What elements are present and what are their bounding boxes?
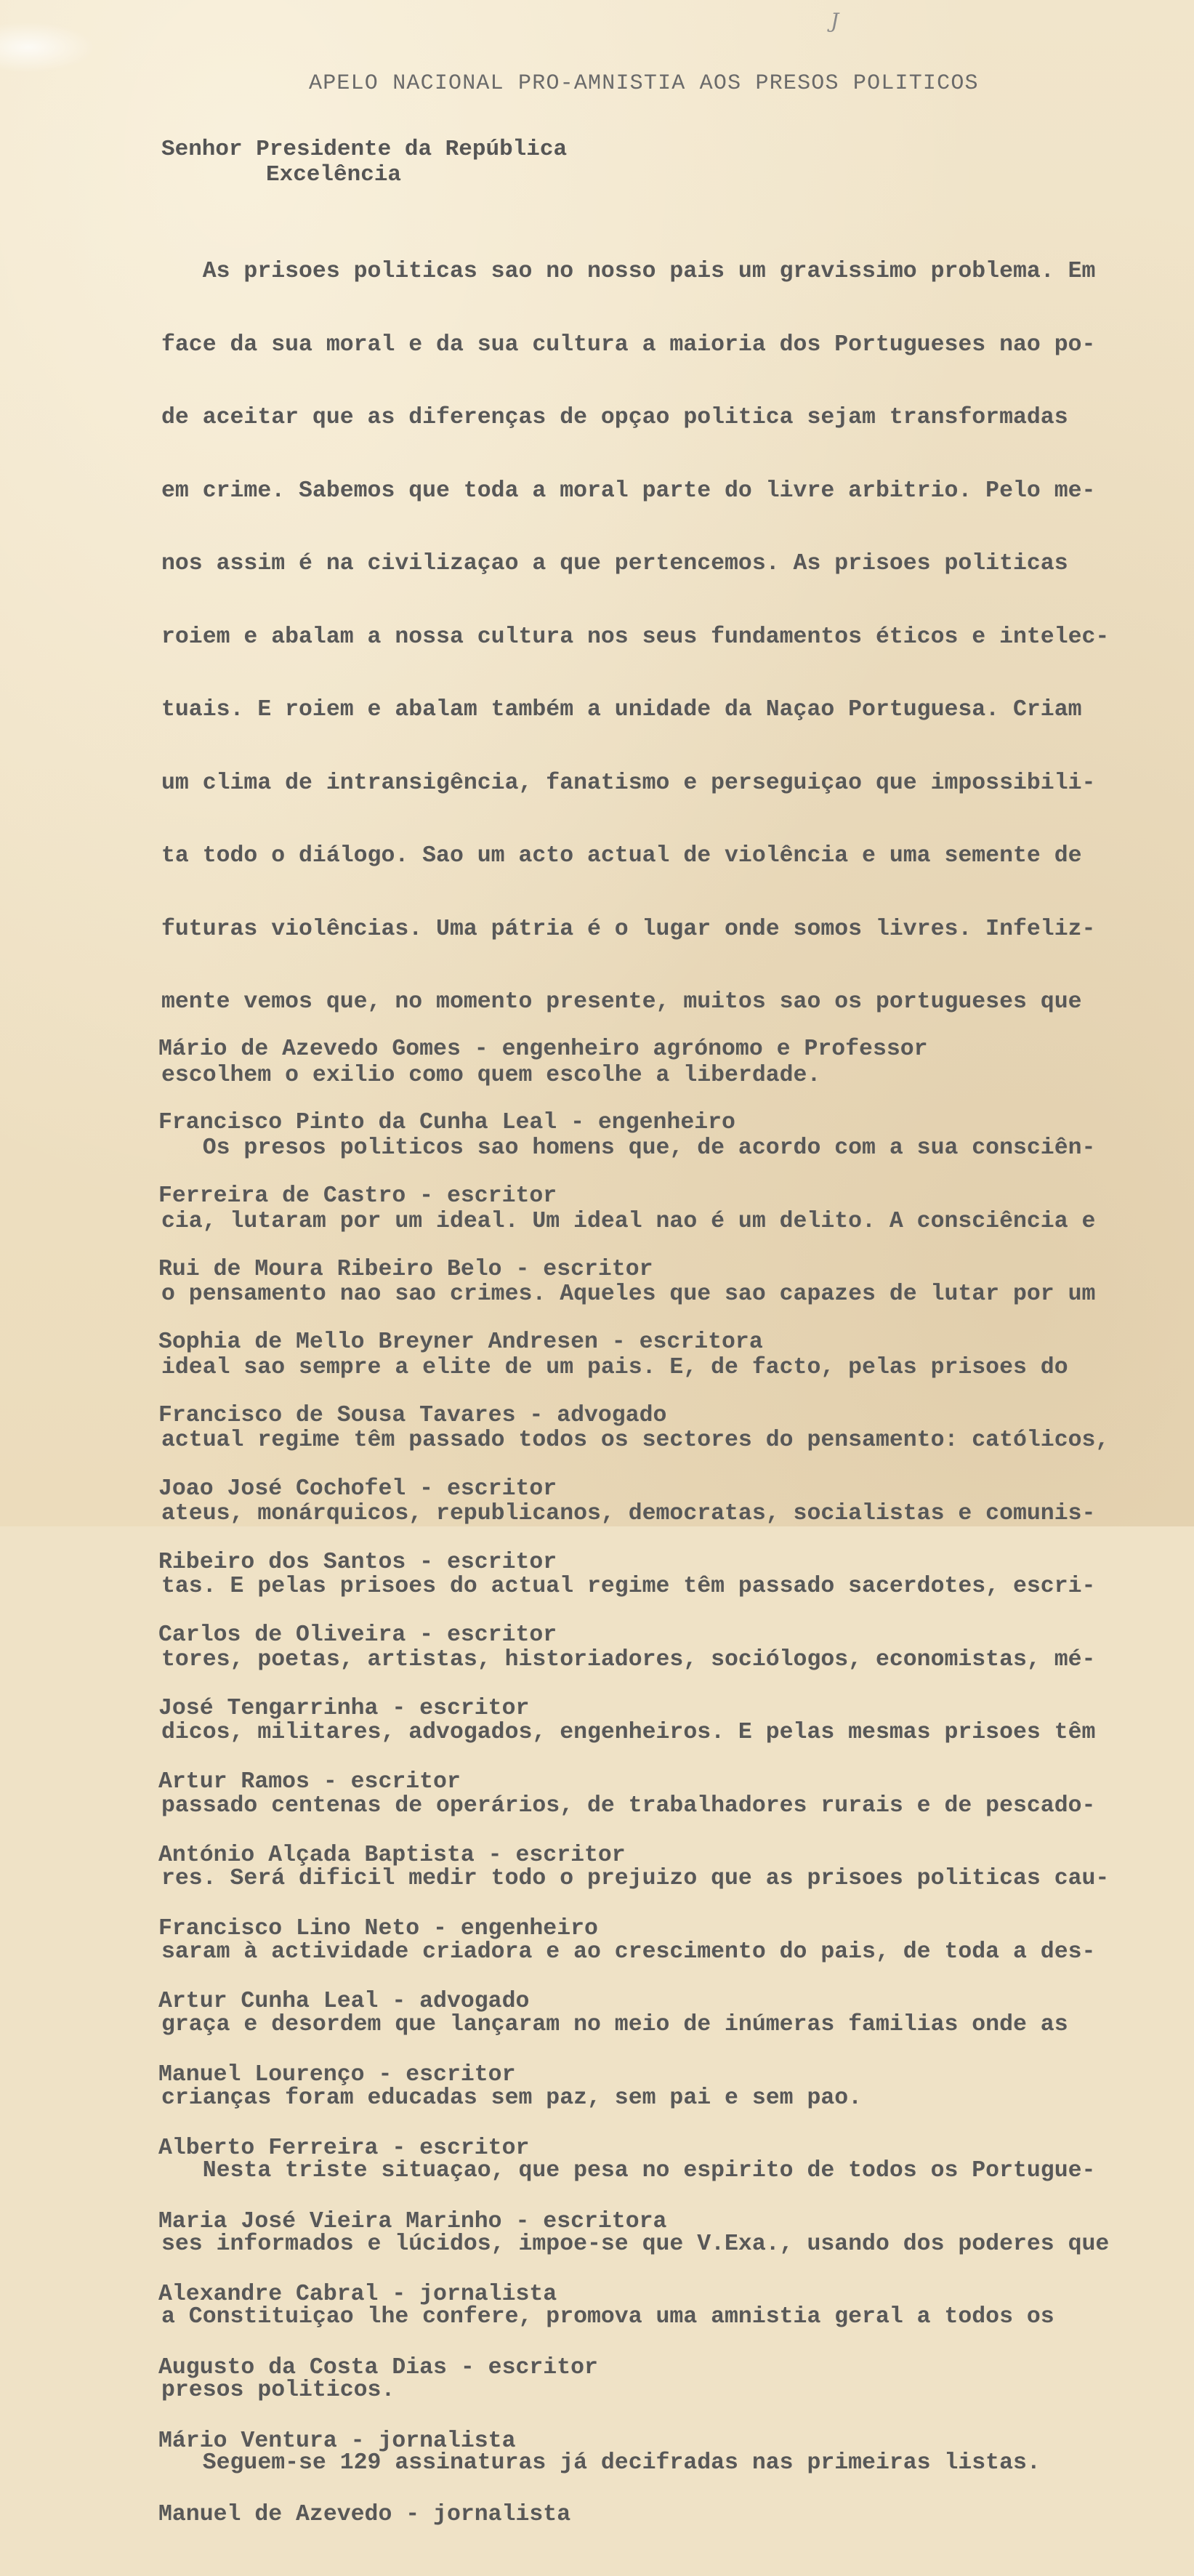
signatory-entry: Francisco de Sousa Tavares - advogado [158, 1403, 667, 1429]
body-line: nos assim é na civilizaçao a que pertencemos. As prisoes politicas [161, 551, 1068, 576]
body-line: roiem e abalam a nossa cultura nos seus fundamentos éticos e intelec- [161, 624, 1110, 650]
body-line: ateus, monárquicos, republicanos, democratas, socialistas e comunis- [161, 1500, 1096, 1526]
signatory-entry: Francisco Lino Neto - engenheiro [158, 1915, 598, 1941]
body-line: em crime. Sabemos que toda a moral parte do livre arbitrio. Pelo me- [161, 478, 1096, 504]
salutation-line-1: Senhor Presidente da República [161, 137, 568, 162]
body-line: passado centenas de operários, de trabalhadores rurais e de pescado- [161, 1792, 1096, 1819]
signatory-entry: Ferreira de Castro - escritor [158, 1183, 557, 1209]
document-title: APELO NACIONAL PRO-AMNISTIA AOS PRESOS POLITICOS [309, 71, 979, 96]
signatory-entry: Francisco Pinto da Cunha Leal - engenheiro [158, 1109, 735, 1135]
body-line: ta todo o diálogo. Sao um acto actual de violência e uma semente de [161, 843, 1082, 869]
body-line: ideal sao sempre a elite de um pais. E, de facto, pelas prisoes do [161, 1354, 1068, 1380]
body-line: crianças foram educadas sem paz, sem pai e sem pao. [161, 2085, 863, 2111]
signatory-entry: Mário Ventura - jornalista [158, 2428, 516, 2455]
signatory-entry: Mário de Azevedo Gomes - engenheiro agrónomo e Professor [158, 1037, 928, 1063]
body-line: a Constituiçao lhe confere, promova uma amnistia geral a todos os [161, 2304, 1054, 2330]
signatory-entry: Alberto Ferreira - escritor [158, 2135, 530, 2161]
signatory-entry: Manuel Lourenço - escritor [158, 2062, 516, 2088]
signatory-entry: Alexandre Cabral - jornalista [158, 2282, 557, 2308]
body-line: res. Será dificil medir todo o prejuizo que as prisoes politicas cau- [161, 1866, 1110, 1891]
body-line: dicos, militares, advogados, engenheiros. E pelas mesmas prisoes têm [161, 1720, 1096, 1745]
body-line: tuais. E roiem e abalam também a unidade da Naçao Portuguesa. Criam [161, 697, 1082, 723]
body-line: mente vemos que, no momento presente, muitos sao os portugueses que [161, 989, 1082, 1015]
signatory-list [158, 989, 928, 2576]
salutation-line-2: Excelência [266, 162, 402, 188]
signatory-entry: Artur Cunha Leal - advogado [158, 1989, 530, 2015]
signatory-entry: Manuel de Azevedo - jornalista [158, 2501, 571, 2527]
signatory-entry: José Tengarrinha - escritor [158, 1696, 530, 1722]
body-line: presos politicos. [161, 2377, 395, 2403]
signatory-entry: Artur Ramos - escritor [158, 1769, 461, 1795]
body-line: o pensamento nao sao crimes. Aqueles que sao capazes de lutar por um [161, 1281, 1096, 1307]
body-line: de aceitar que as diferenças de opçao politica sejam transformadas [161, 405, 1068, 430]
signatory-entry: Augusto da Costa Dias - escritor [158, 2355, 598, 2381]
body-line: ses informados e lúcidos, impoe-se que V.Exa., usando dos poderes que [161, 2231, 1110, 2257]
signatory-entry: Carlos de Oliveira - escritor [158, 1622, 557, 1649]
body-line: tas. E pelas prisoes do actual regime têm passado sacerdotes, escri- [161, 1574, 1096, 1599]
signatory-entry: Ribeiro dos Santos - escritor [158, 1549, 557, 1575]
body-line: escolhem o exilio como quem escolhe a liberdade. [161, 1062, 821, 1088]
signatory-entry: Joao José Cochofel - escritor [158, 1476, 557, 1502]
body-line: As prisoes politicas sao no nosso pais um gravissimo problema. Em [161, 259, 1096, 284]
signatory-entry: Sophia de Mello Breyner Andresen - escritora [158, 1329, 763, 1356]
handwritten-check-mark: J [831, 9, 839, 33]
salutation [161, 137, 567, 188]
paper-stain [0, 22, 94, 73]
body-line: Seguem-se 129 assinaturas já decifradas nas primeiras listas. [161, 2450, 1041, 2476]
body-line: face da sua moral e da sua cultura a maioria dos Portugueses nao po- [161, 331, 1096, 358]
body-line: futuras violências. Uma pátria é o lugar onde somos livres. Infeliz- [161, 916, 1096, 942]
signatory-entry: Maria José Vieira Marinho - escritora [158, 2208, 667, 2234]
body-line: graça e desordem que lançaram no meio de inúmeras familias onde as [161, 2012, 1068, 2037]
signatory-entry: António Alçada Baptista - escritor [158, 1842, 626, 1868]
body-line: Nesta triste situaçao, que pesa no espirito de todos os Portugue- [161, 2158, 1096, 2183]
body-line: actual regime têm passado todos os sectores do pensamento: católicos, [161, 1428, 1110, 1453]
body-line: tores, poetas, artistas, historiadores, sociólogos, economistas, mé- [161, 1646, 1096, 1673]
body-line: Os presos politicos sao homens que, de acordo com a sua consciên- [161, 1135, 1096, 1161]
body-line: saram à actividade criadora e ao crescimento do pais, de toda a des- [161, 1939, 1096, 1965]
signatory-entry: Rui de Moura Ribeiro Belo - escritor [158, 1256, 653, 1282]
body-line: um clima de intransigência, fanatismo e perseguiçao que impossibili- [161, 770, 1096, 796]
body-line: cia, lutaram por um ideal. Um ideal nao é um delito. A consciência e [161, 1208, 1096, 1234]
